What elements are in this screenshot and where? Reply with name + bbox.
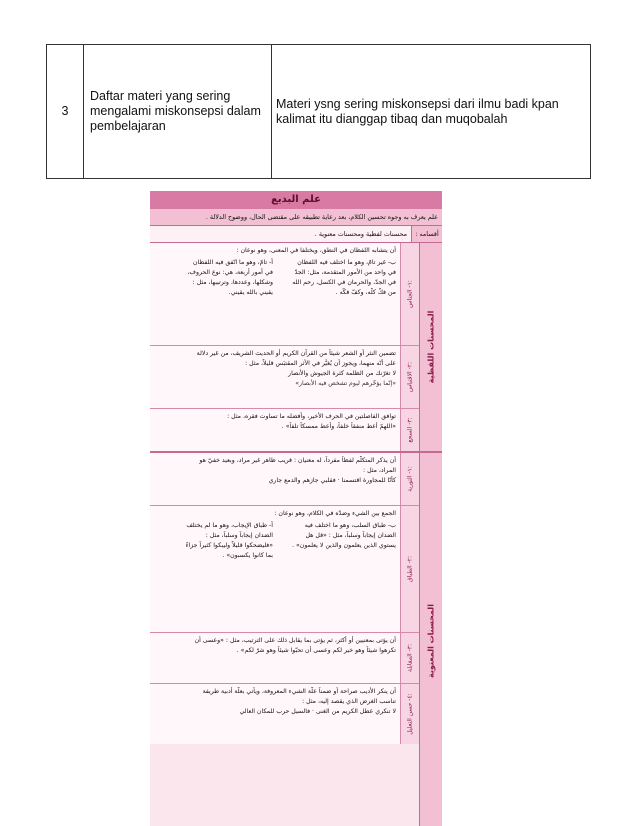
lafziyya-group: [150, 243, 442, 453]
tibaq-intro: الجمع بين الشيء وضدّه في الكلام، وهو نوعان :: [274, 510, 396, 517]
manawiyya-label: المحسنات المعنوية: [426, 603, 436, 678]
tibaq-ijab: أ- طباق الإيجاب، وهو ما لم يختلف الضدان إيجاباً وسلباً، مثل : «فليضحكوا قليلاً وليبكوا كثيراً جزاءً بما كانوا يكسبون» .: [185, 522, 273, 559]
jinas-intro: أن يتشابه اللفظان في النطق، ويختلفا في المعنى، وهو نوعان :: [236, 247, 396, 254]
row-number: 3: [47, 45, 84, 179]
iqtibas-section: ٢- الاقتباس: تضمين النثر أو الشعر شيئاً من القرآن الكريم أو الحديث الشريف، من غير دلالة على أنّه منهما، ويجوز أن يُغيَّر في الأثر المقتبَس قليلاً، مثل : لا تغرّنك من الظلمة كثرة الجيوش والأنصار «إنّما يؤخّرهم ليوم تشخص فيه الأبصار»: [150, 346, 419, 409]
husn-talil-section: ٤- حسن التعليل: أن ينكر الأديب صراحة أو ضمناً علّة الشيء المعروفة، ويأتي بعلّة أدبية طريفة تناسب الغرض الذي يقصد إليه، مثل : لا تنكري عطل الكريم من الغنى · فالسيل حرب للمكان العالي: [150, 684, 419, 744]
jinas-label: ١- الجناس:: [406, 280, 414, 308]
jinas-tam: أ- تامّ، وهو ما اتّفق فيه اللفظان في أمور أربعة، هي: نوع الحروف، وشكلها، وعددها، وترتيبها، مثل : يقيني بالله يقيني.: [187, 259, 273, 296]
lafziyya-label: المحسنات اللفظية: [426, 310, 436, 384]
tibaq-salb: ب- طباق السلب، وهو ما اختلف فيه الضدان إيجاباً وسلباً، مثل : «قل هل يستوي الذين يعلمون والذين لا يعلمون» .: [292, 522, 396, 549]
scan-title: علم البديع: [150, 191, 442, 209]
tibaq-label: ٢- الطباق:: [406, 555, 414, 583]
saj-section: ٣- السجع: توافق الفاصلتين في الحرف الأخير، وأفضله ما تساوت فقره، مثل : «اللهمّ أعط منفقاً خلفاً، وأعط ممسكاً تلفاً» .: [150, 409, 419, 451]
manawiyya-group: [150, 453, 442, 826]
aqsam-label: أقسامه :: [411, 226, 442, 242]
saj-label: ٣- السجع:: [406, 417, 414, 443]
badi-definition: علم يعرف به وجوه تحسين الكلام، بعد رعاية تطبيقه على مقتضى الحال، ووضوح الدلالة .: [150, 209, 442, 226]
jinas-ghair-tam: ب- غير تامّ، وهو ما اختلف فيه اللفظان في واحد من الأمور المتقدمة، مثل: الجدّ في الجدّ، والحرمان في الكسل، رحم الله من فكّ كلّه، وكفّ فكّه .: [292, 259, 396, 296]
tibaq-section: [150, 506, 419, 633]
muqabala-label: ٣- المقابلة:: [406, 643, 414, 673]
badi-scan-image: [150, 191, 442, 826]
materials-table: [46, 44, 591, 179]
row-description: Materi ysng sering miskonsepsi dari ilmu badi kpan kalimat itu dianggap tibaq dan muqobalah: [272, 45, 591, 179]
row-label: Daftar materi yang sering mengalami miskonsepsi dalam pembelajaran: [84, 45, 272, 179]
iqtibas-label: ٢- الاقتباس:: [406, 361, 414, 393]
jinas-section: [150, 243, 419, 346]
tawriya-section: ١- التورية: أن يذكر المتكلّم لفظاً مفرداً، له معنيان : قريب ظاهر غير مراد، وبعيد خفيّ هو المراد، مثل : كأنّا للمجاورة اقتسمنا · فقلبي جازهم والدمع جاري: [150, 453, 419, 506]
aqsam-text: محسنات لفظية ومحسنات معنوية .: [150, 226, 411, 242]
muqabala-section: ٣- المقابلة: أن يؤتى بمعنيين أو أكثر، ثم يؤتى بما يقابل ذلك على الترتيب، مثل : «وعسى أن تكرهوا شيئاً وهو خير لكم وعسى أن تحبّوا شيئاً وهو شرّ لكم» .: [150, 633, 419, 684]
table-row: [47, 45, 591, 179]
tawriya-label: ١- التورية:: [406, 466, 414, 492]
husn-talil-label: ٤- حسن التعليل:: [406, 693, 414, 735]
aqsam-row: [150, 226, 442, 243]
